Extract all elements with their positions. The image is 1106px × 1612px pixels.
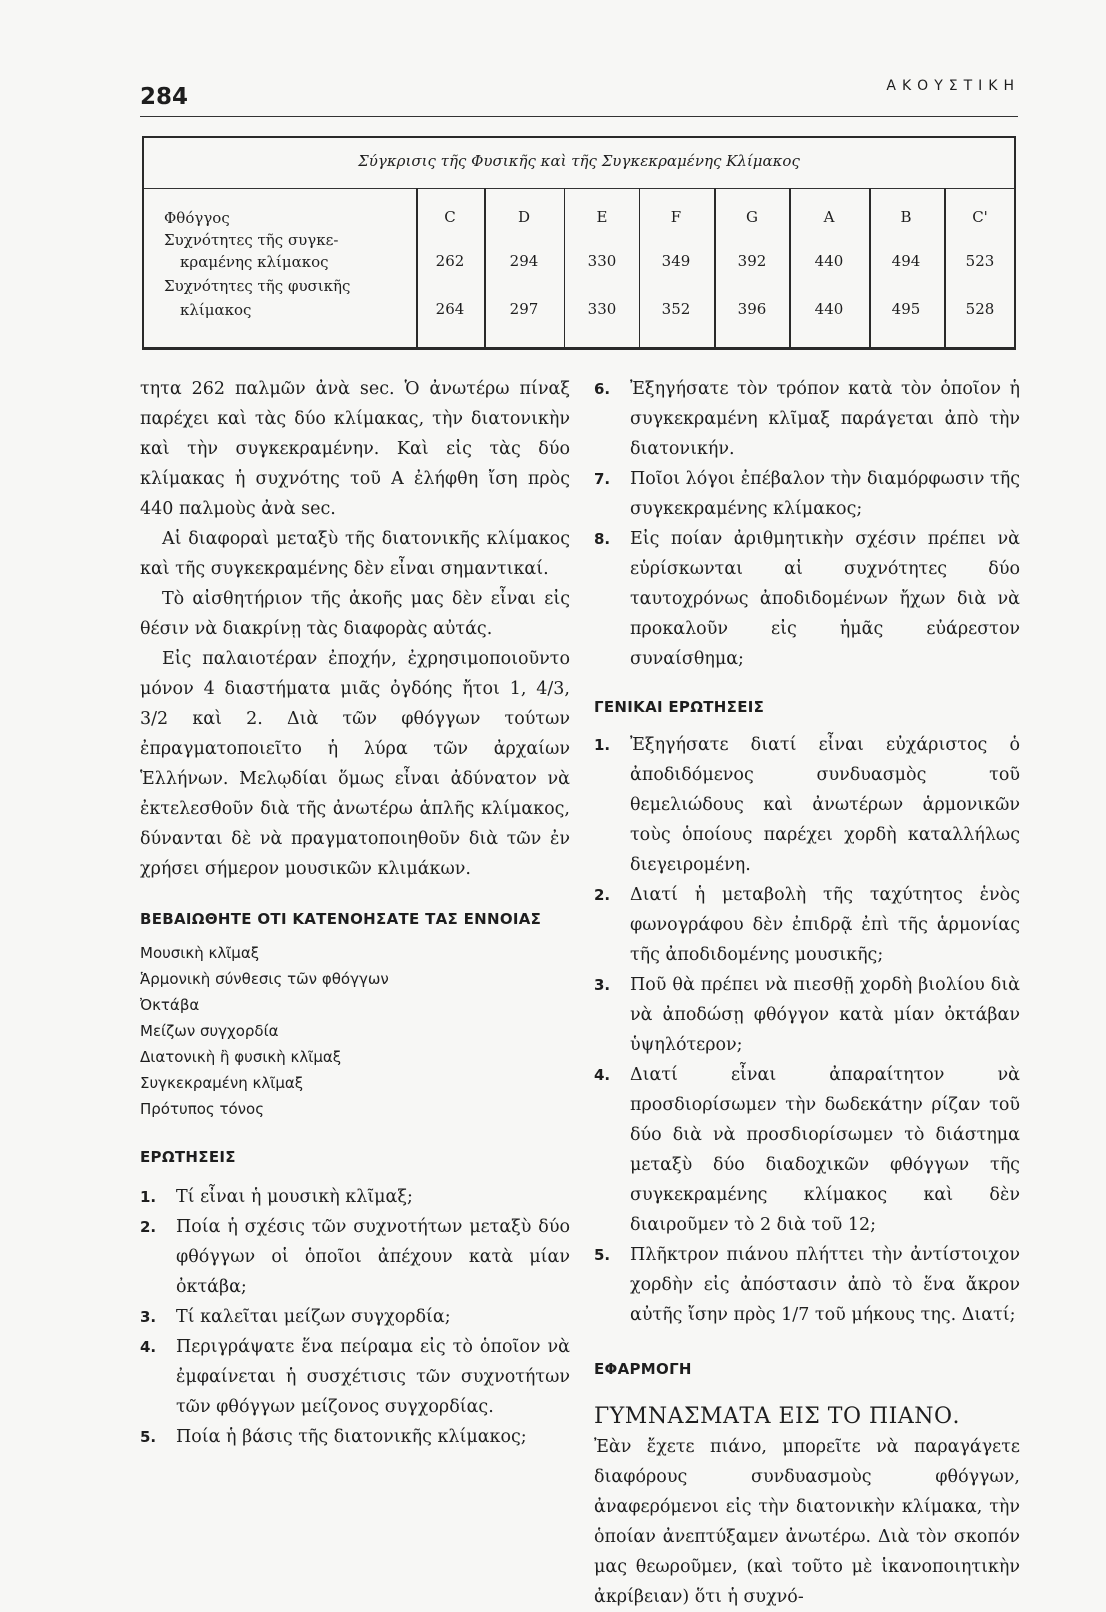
question-number: 2.	[140, 1218, 157, 1236]
comparison-table	[142, 136, 1016, 350]
note-cell: D	[517, 208, 531, 226]
exercise-text: Ἐὰν ἔχετε πιάνο, μπορεῖτε νὰ παραγάγετε διαφόρους συνδυασμοὺς φθόγγων, ἀναφερόμενοι εἰς τὴν διατονικὴν κλίμακα, τὴν ὁποίαν ἀνεπτύξαμεν ἀνωτέρω. Διὰ τὸν σκοπόν μας θεωροῦμεν, (καὶ τοῦτο μὲ ἱκανοποιητικὴν ἀκρίβειαν) ὅτι ἡ συχνό-	[594, 1437, 1020, 1607]
question-text: Τί εἶναι ἡ μουσικὴ κλῖμαξ;	[176, 1187, 413, 1207]
question-text: Τί καλεῖται μείζων συγχορδία;	[176, 1307, 451, 1327]
question-number: 4.	[594, 1066, 611, 1084]
row-label-notes: Φθόγγος	[164, 209, 230, 227]
question-item	[594, 1240, 1020, 1330]
paragraph: τητα 262 παλμῶν ἀνὰ sec. Ὁ ἀνωτέρω πίναξ παρέχει καὶ τὰς δύο κλίμακας, τὴν διατονικὴν καὶ τὴν συγκεκραμένην. Καὶ εἰς τὰς δύο κλίμακας ἡ συχνότης τοῦ Α ἐλήφθη ἴση πρὸς 440 παλμοὺς ἀνὰ sec.	[140, 379, 570, 519]
question-text: Ἐξηγήσατε τὸν τρόπον κατὰ τὸν ὁποῖον ἡ συγκεκραμένη κλῖμαξ παράγεται ἀπὸ τὴν διατονικήν.	[630, 379, 1020, 459]
question-number: 2.	[594, 886, 611, 904]
note-cell: B	[900, 208, 912, 226]
note-cell: C	[444, 208, 456, 226]
concepts-list	[140, 940, 570, 1122]
application-heading: ΕΦΑΡΜΟΓΗ	[594, 1360, 692, 1378]
row-label-natural-2: κλίμακος	[180, 301, 252, 319]
row-label-natural-1: Συχνότητες τῆς φυσικῆς	[164, 277, 351, 295]
tempered-frequency-cell: 294	[509, 252, 539, 270]
question-text: Ποῖοι λόγοι ἐπέβαλον τὴν διαμόρφωσιν τῆς συγκεκραμένης κλίμακος;	[630, 469, 1020, 519]
tempered-frequency-cell: 262	[435, 252, 465, 270]
column-divider	[789, 188, 791, 347]
tempered-frequency-cell: 349	[661, 252, 691, 270]
note-cell: F	[670, 208, 682, 226]
note-cell: A	[823, 208, 835, 226]
question-number: 4.	[140, 1338, 157, 1356]
question-text: Διατί εἶναι ἀπαραίτητον νὰ προσδιορίσωμεν τὴν δωδεκάτην ρίζαν τοῦ δύο διὰ νὰ προσδιορίσωμεν τὸ διάστημα μεταξὺ δύο διαδοχικῶν φθόγγων τῆς συγκεκραμένης κλίμακος καὶ δὲν διαιροῦμεν τὸ 2 διὰ τοῦ 12;	[630, 1065, 1020, 1235]
exercise-title: ΓΥΜΝΑΣΜΑΤΑ ΕΙΣ ΤΟ ΠΙΑΝΟ.	[594, 1404, 961, 1429]
page-number: 284	[140, 84, 189, 110]
question-item	[594, 970, 1020, 1060]
question-item	[594, 1060, 1020, 1240]
header-rule	[140, 116, 1018, 117]
running-title: ΑΚΟΥΣΤΙΚΗ	[886, 78, 1020, 94]
question-item	[140, 1212, 570, 1302]
question-item	[140, 1302, 570, 1332]
column-divider	[944, 188, 946, 347]
natural-frequency-cell: 495	[891, 300, 921, 318]
caption-rule	[144, 188, 1014, 189]
column-divider	[639, 188, 640, 347]
row-label-tempered-2: κραμένης κλίμακος	[180, 253, 329, 271]
question-number: 3.	[140, 1308, 157, 1326]
concept-item: Ἁρμονικὴ σύνθεσις τῶν φθόγγων	[140, 970, 389, 988]
tempered-frequency-cell: 523	[965, 252, 995, 270]
question-item	[594, 464, 1020, 524]
question-number: 6.	[594, 380, 611, 398]
natural-frequency-cell: 440	[814, 300, 844, 318]
paragraph: Αἱ διαφοραὶ μεταξὺ τῆς διατονικῆς κλίμακος καὶ τῆς συγκεκραμένης δὲν εἶναι σημαντικαί.	[140, 529, 570, 579]
paragraph: Εἰς παλαιοτέραν ἐποχήν, ἐχρησιμοποιοῦντο μόνον 4 διαστήματα μιᾶς ὀγδόης ἤτοι 1, 4/3, 3/2 καὶ 2. Διὰ τῶν φθόγγων τούτων ἐπραγματοποιεῖτο ἡ λύρα τῶν ἀρχαίων Ἑλλήνων. Μελῳδίαι ὅμως εἶναι ἀδύνατον νὰ ἐκτελεσθοῦν διὰ τῆς ἀνωτέρω ἁπλῆς κλίμακος, δύνανται δὲ νὰ πραγματοποιηθοῦν διὰ τῶν ἐν χρήσει σήμερον μουσικῶν κλιμάκων.	[140, 649, 570, 879]
question-item	[140, 1182, 570, 1212]
question-text: Εἰς ποίαν ἀριθμητικὴν σχέσιν πρέπει νὰ εὑρίσκωνται αἱ συχνότητες δύο ταυτοχρόνως ἀποδιδομένων ἤχων διὰ νὰ προκαλοῦν εἰς ἡμᾶς εὐάρεστον συναίσθημα;	[630, 529, 1020, 669]
column-divider	[869, 188, 871, 347]
note-cell: G	[746, 208, 758, 226]
question-item	[594, 730, 1020, 880]
question-text: Διατί ἡ μεταβολὴ τῆς ταχύτητος ἑνὸς φωνογράφου δὲν ἐπιδρᾷ ἐπὶ τῆς ἁρμονίας τῆς ἀποδιδομένης μουσικῆς;	[630, 885, 1020, 965]
note-cell: E	[596, 208, 608, 226]
question-number: 1.	[594, 736, 611, 754]
natural-frequency-cell: 352	[661, 300, 691, 318]
natural-frequency-cell: 297	[509, 300, 539, 318]
concept-item: Συγκεκραμένη κλῖμαξ	[140, 1074, 304, 1092]
question-number: 5.	[140, 1428, 157, 1446]
concept-item: Μουσικὴ κλῖμαξ	[140, 944, 260, 962]
tempered-frequency-cell: 330	[587, 252, 617, 270]
question-item	[140, 1332, 570, 1422]
concept-item: Ὀκτάβα	[140, 996, 200, 1014]
natural-frequency-cell: 264	[435, 300, 465, 318]
concepts-heading: ΒΕΒΑΙΩΘΗΤΕ ΟΤΙ ΚΑΤΕΝΟΗΣΑΤΕ ΤΑΣ ΕΝΝΟΙΑΣ	[140, 910, 542, 928]
questions-heading: ΕΡΩΤΗΣΕΙΣ	[140, 1148, 236, 1166]
question-number: 3.	[594, 976, 611, 994]
paragraph: Τὸ αἰσθητήριον τῆς ἀκοῆς μας δὲν εἶναι εἰς θέσιν νὰ διακρίνῃ τὰς διαφορὰς αὐτάς.	[140, 589, 570, 639]
question-number: 1.	[140, 1188, 157, 1206]
table-caption: Σύγκρισις τῆς Φυσικῆς καὶ τῆς Συγκεκραμένης Κλίμακος	[358, 152, 800, 170]
left-column	[140, 374, 570, 1452]
question-number: 8.	[594, 530, 611, 548]
natural-frequency-cell: 528	[965, 300, 995, 318]
question-number: 5.	[594, 1246, 611, 1264]
column-divider	[416, 188, 418, 347]
question-text: Ποῦ θὰ πρέπει νὰ πιεσθῇ χορδὴ βιολίου διὰ νὰ ἀποδώσῃ φθόγγον κατὰ μίαν ὀκτάβαν ὑψηλότερον;	[630, 975, 1020, 1055]
questions-list	[140, 1182, 570, 1452]
column-divider	[714, 188, 716, 347]
general-questions-heading: ΓΕΝΙΚΑΙ ΕΡΩΤΗΣΕΙΣ	[594, 698, 765, 716]
question-text: Ποία ἡ σχέσις τῶν συχνοτήτων μεταξὺ δύο φθόγγων οἱ ὁποῖοι ἀπέχουν κατὰ μίαν ὀκτάβα;	[176, 1217, 570, 1297]
tempered-frequency-cell: 440	[814, 252, 844, 270]
question-item	[594, 524, 1020, 674]
row-label-tempered-1: Συχνότητες τῆς συγκε-	[164, 231, 339, 249]
general-questions-list	[594, 730, 1020, 1330]
note-cell: C'	[972, 208, 988, 226]
question-text: Ποία ἡ βάσις τῆς διατονικῆς κλίμακος;	[176, 1427, 527, 1447]
column-divider	[484, 188, 486, 347]
concept-item: Μείζων συγχορδία	[140, 1022, 279, 1040]
right-column	[594, 374, 1020, 1612]
tempered-frequency-cell: 494	[891, 252, 921, 270]
question-number: 7.	[594, 470, 611, 488]
natural-frequency-cell: 396	[737, 300, 767, 318]
question-text: Περιγράψατε ἕνα πείραμα εἰς τὸ ὁποῖον νὰ ἐμφαίνεται ἡ συσχέτισις τῶν συχνοτήτων τῶν φθόγγων μείζονος συγχορδίας.	[176, 1337, 570, 1417]
tempered-frequency-cell: 392	[737, 252, 767, 270]
question-text: Ἐξηγήσατε διατί εἶναι εὐχάριστος ὁ ἀποδιδόμενος συνδυασμὸς τοῦ θεμελιώδους καὶ ἀνωτέρων ἁρμονικῶν τοὺς ὁποίους παρέχει χορδὴ καταλλήλως διεγειρομένη.	[630, 735, 1020, 875]
question-item	[140, 1422, 570, 1452]
question-text: Πλῆκτρον πιάνου πλήττει τὴν ἀντίστοιχον χορδὴν εἰς ἀπόστασιν ἀπὸ τὸ ἕνα ἄκρον αὐτῆς ἴσην πρὸς 1/7 τοῦ μήκους της. Διατί;	[630, 1245, 1020, 1325]
concept-item: Διατονικὴ ἢ φυσικὴ κλῖμαξ	[140, 1048, 342, 1066]
column-divider	[564, 188, 565, 347]
question-item	[594, 880, 1020, 970]
concept-item: Πρότυπος τόνος	[140, 1100, 265, 1118]
natural-frequency-cell: 330	[587, 300, 617, 318]
question-item	[594, 374, 1020, 464]
